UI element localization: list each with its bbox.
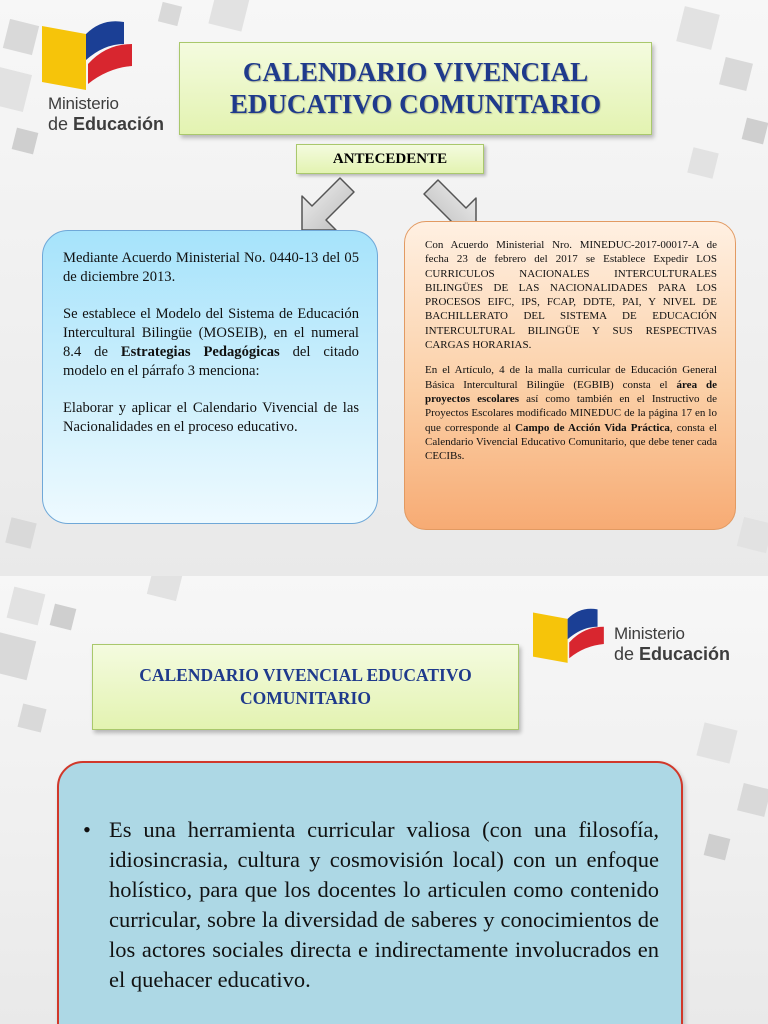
antecedente-label: ANTECEDENTE: [296, 144, 484, 174]
logo-line1: Ministerio: [614, 624, 685, 643]
decor-square: [687, 147, 719, 179]
title-line-1: CALENDARIO VIVENCIAL: [242, 56, 589, 87]
decor-square: [737, 517, 768, 553]
title-line-2: EDUCATIVO COMUNITARIO: [229, 88, 602, 119]
decor-square: [147, 576, 183, 601]
title-line-2: COMUNITARIO: [240, 688, 371, 708]
ecuador-flag-logo-icon: [42, 14, 136, 90]
ecuador-flag-logo-icon: [533, 602, 607, 664]
decor-square: [719, 57, 753, 91]
acuerdo-2013-paragraph-2: Se establece el Modelo del Sistema de Educación Intercultural Bilingüe (MOSEIB), en el numeral 8.4 de Estrategias Pedagógicas del citado modelo en el párrafo 3 menciona:: [63, 305, 359, 380]
logo-text: [48, 94, 164, 135]
decor-square: [742, 118, 768, 145]
decor-square: [7, 587, 46, 626]
logo-line1: Ministerio: [48, 94, 119, 113]
acuerdo-2013-paragraph-3: Elaborar y aplicar el Calendario Vivencial de las Nacionalidades en el proceso educativo.: [63, 399, 359, 435]
decor-square: [5, 517, 37, 549]
decor-square: [704, 834, 731, 861]
decor-square: [50, 604, 77, 631]
slide1-title-box: [179, 42, 652, 135]
acuerdo-2017-box: [404, 221, 736, 530]
slide1-title: [230, 57, 601, 121]
decor-square: [737, 783, 768, 817]
slide2-title-box: [92, 644, 519, 730]
ministerio-logo: [42, 14, 136, 90]
decor-square: [3, 19, 39, 55]
title-line-1: CALENDARIO VIVENCIAL EDUCATIVO: [139, 665, 472, 686]
ministerio-logo: [533, 602, 607, 664]
decor-square: [676, 6, 720, 50]
acuerdo-2013-paragraph-1: Mediante Acuerdo Ministerial No. 0440-13 del 05 de diciembre 2013.: [63, 250, 359, 286]
arrow-down-left-icon: [296, 176, 360, 232]
logo-line2: de Educación: [48, 114, 165, 134]
decor-square: [158, 2, 182, 26]
decor-square: [17, 703, 46, 732]
definition-box: [57, 761, 683, 1024]
slide2-title: [139, 664, 472, 710]
decor-square: [208, 0, 249, 32]
decor-square: [12, 128, 39, 155]
acuerdo-2017-paragraph-1: Con Acuerdo Ministerial Nro. MINEDUC-2017-00017-A de fecha 23 de febrero del 2017 se Establece Expedir LOS CURRICULOS NACIONALES INTERCULTURALES BILINGÜES DE LAS NACIONALIDADES PARA LOS PROCESOS EIFC, IPS, FCAP, DDTE, PAI, Y NIVEL DE BACHILLERATO DEL SISTEMA DE EDUCACIÓN INTERCULTURAL BILINGÜE Y SUS RESPECTIVAS CARGAS HORARIAS.: [425, 239, 717, 352]
decor-square: [0, 66, 32, 112]
bullet-icon: •: [83, 817, 91, 842]
list-item: [83, 815, 659, 995]
acuerdo-2017-paragraph-2: En el Artículo, 4 de la malla curricular de Educación General Básica Intercultural Bilingüe (EGBIB) consta el área de proyectos escolares así como también en el Instructivo de Proyectos Escolares modificado MINEDUC de la página 17 en lo que corresponde al Campo de Acción Vida Práctica, consta el Calendario Vivencial Educativo Comunitario, que debe tener cada CECIBs.: [425, 364, 718, 463]
definition-text: Es una herramienta curricular valiosa (con una filosofía, idiosincrasia, cultura y cosmovisión local) con un enfoque holístico, para que los docentes lo articulen como contenido curricular, sobre la diversidad de saberes y conocimientos de los actores sociales directa e indirectamente involucrados en el quehacer educativo.: [109, 817, 659, 993]
decor-square: [696, 722, 737, 763]
decor-square: [0, 632, 36, 680]
logo-line2: de Educación: [614, 644, 731, 664]
logo-text: [614, 624, 730, 665]
acuerdo-2013-box: [42, 230, 378, 524]
